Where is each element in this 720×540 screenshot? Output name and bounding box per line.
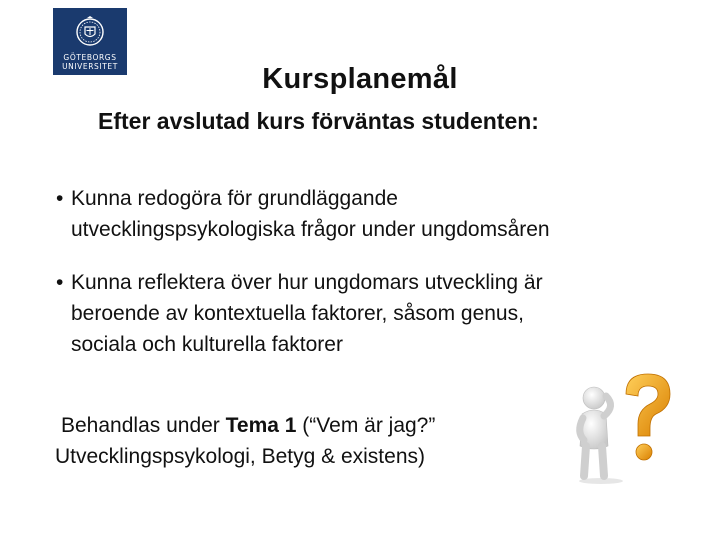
theme-note-line2: Utvecklingspsykologi, Betyg & existens) [55,445,425,468]
bullet-line: sociala och kulturella faktorer [71,333,343,356]
bullet-item [56,267,700,360]
thinking-figure [556,366,686,486]
slide-title: Kursplanemål [262,63,458,95]
bullet-marker: • [56,187,64,210]
slide-subtitle: Efter avslutad kurs förväntas studenten: [98,108,539,134]
theme-note-suffix: (“Vem är jag?” [296,414,436,437]
bullet-line: utvecklingspsykologiska frågor under ungdomsåren [71,218,550,241]
theme-note [55,410,435,472]
bullet-line: Kunna reflektera över hur ungdomars utveckling är [71,271,543,294]
theme-note-prefix: Behandlas under [61,414,226,437]
bullet-line: beroende av kontextuella faktorer, såsom genus, [71,302,524,325]
theme-note-line1 [55,410,435,441]
theme-note-bold: Tema 1 [225,414,297,437]
logo-text-line1: GÖTEBORGS [63,53,117,62]
bullet-line: Kunna redogöra för grundläggande [71,187,398,210]
bullet-list [56,183,700,382]
thinking-person-question-mark-icon [556,366,686,486]
university-seal-icon [75,16,105,50]
logo-text-line2: UNIVERSITET [62,62,118,71]
bullet-item [56,183,700,245]
bullet-marker: • [56,271,64,294]
